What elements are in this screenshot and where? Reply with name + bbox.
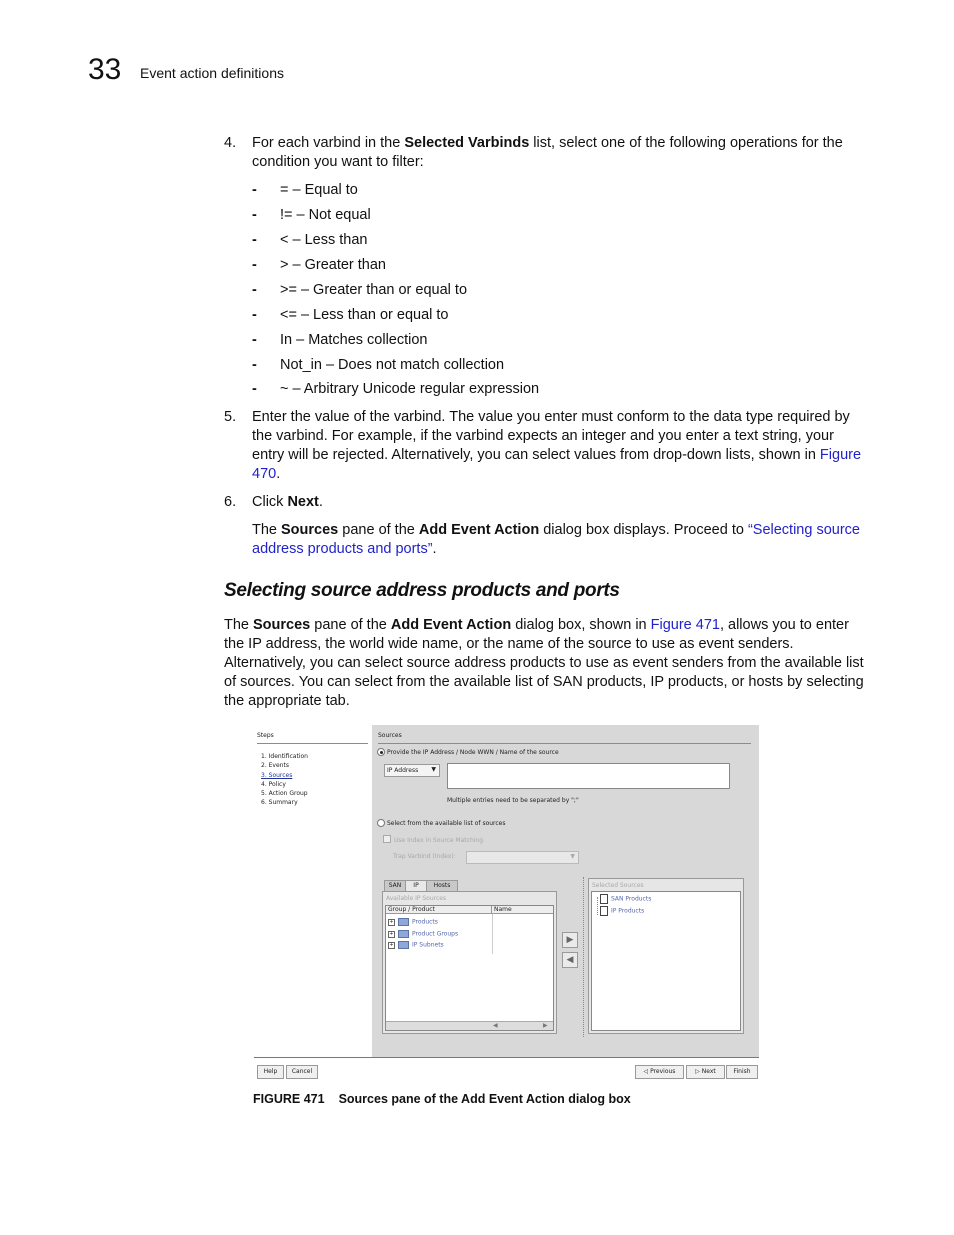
cancel-button[interactable]: Cancel bbox=[286, 1065, 318, 1079]
tree-row-san-products[interactable] bbox=[600, 894, 651, 904]
list-item-text: <= – Less than or equal to bbox=[280, 307, 449, 323]
step-text-part: Enter the value of the varbind. The value you enter must conform to the data type required by the varbind. For example, if the varbind expects an integer and you enter a text string, your entry will be rejected. Alternatively, you can select values from drop-down lists, shown in bbox=[252, 409, 850, 463]
section-paragraph bbox=[224, 616, 869, 711]
step-text bbox=[252, 134, 864, 172]
chevron-down-icon: ▼ bbox=[570, 853, 575, 860]
text-part: dialog box displays. Proceed to bbox=[539, 522, 748, 538]
step-text-part: Click bbox=[252, 494, 288, 510]
folder-icon bbox=[398, 918, 409, 926]
separator-note: Multiple entries need to be separated by ";" bbox=[447, 797, 579, 804]
available-sources-panel bbox=[382, 891, 557, 1034]
sources-term: Sources bbox=[281, 522, 339, 538]
chapter-title: Event action definitions bbox=[140, 65, 284, 81]
add-source-button[interactable] bbox=[562, 932, 578, 948]
previous-button[interactable] bbox=[635, 1065, 684, 1079]
step-text-part: For each varbind in the bbox=[252, 135, 405, 151]
document-icon bbox=[600, 906, 608, 916]
step-item[interactable]: 4. Policy bbox=[261, 780, 286, 788]
folder-icon bbox=[398, 941, 409, 949]
previous-label: Previous bbox=[650, 1068, 676, 1075]
section-link[interactable]: “Selecting source address products and ports” bbox=[252, 522, 860, 557]
text-part: The bbox=[252, 522, 282, 538]
bullet-dash: - bbox=[252, 381, 257, 397]
tab-ip[interactable]: IP bbox=[405, 880, 427, 892]
next-button[interactable] bbox=[686, 1065, 725, 1079]
list-item-text: < – Less than bbox=[280, 232, 368, 248]
steps-title: Steps bbox=[257, 732, 274, 739]
provide-source-label: Provide the IP Address / Node WWN / Name of the source bbox=[387, 749, 559, 756]
step-text bbox=[252, 408, 864, 484]
list-item-text: ~ – Arbitrary Unicode regular expression bbox=[280, 381, 540, 397]
next-label: Next bbox=[701, 1068, 716, 1075]
bullet-dash: - bbox=[252, 182, 257, 198]
figure-label: FIGURE 471 bbox=[253, 1092, 325, 1106]
tree-row-label: IP Products bbox=[611, 907, 645, 915]
arrow-left-icon: ◀ bbox=[566, 955, 574, 965]
divider bbox=[378, 743, 751, 744]
step-text-part: list, select one of the following operations for the condition you want to filter: bbox=[252, 135, 843, 170]
address-type-select[interactable] bbox=[384, 764, 440, 777]
list-item-text: = – Equal to bbox=[280, 182, 358, 198]
step-text bbox=[252, 493, 864, 512]
tree-row-product-groups[interactable] bbox=[388, 930, 458, 939]
column-divider bbox=[492, 914, 493, 954]
selected-sources-panel bbox=[588, 878, 744, 1034]
column-header-group[interactable]: Group / Product bbox=[386, 906, 492, 914]
document-icon bbox=[600, 894, 608, 904]
tree-line bbox=[597, 897, 599, 915]
figure-caption bbox=[253, 1092, 631, 1106]
step-5 bbox=[224, 408, 864, 484]
arrow-right-icon: ▶ bbox=[566, 935, 574, 945]
bullet-dash: - bbox=[252, 257, 257, 273]
selected-varbinds-term: Selected Varbinds bbox=[404, 135, 530, 151]
sources-pane bbox=[372, 725, 759, 1057]
splitter[interactable] bbox=[583, 877, 585, 1037]
source-address-input[interactable] bbox=[447, 763, 730, 789]
step-number: 4. bbox=[224, 135, 237, 151]
steps-pane bbox=[254, 725, 371, 1057]
bullet-dash: - bbox=[252, 307, 257, 323]
help-button[interactable]: Help bbox=[257, 1065, 284, 1079]
dialog-screenshot bbox=[254, 725, 759, 1085]
tab-san[interactable]: SAN bbox=[384, 880, 406, 892]
step-6-result bbox=[224, 521, 864, 559]
dialog-button-bar bbox=[254, 1057, 759, 1085]
list-item-text: != – Not equal bbox=[280, 207, 371, 223]
figure-caption-text: Sources pane of the Add Event Action dialog box bbox=[338, 1092, 631, 1106]
list-item-text: In – Matches collection bbox=[280, 332, 428, 348]
horizontal-scrollbar[interactable] bbox=[386, 1021, 553, 1030]
expand-icon[interactable]: + bbox=[389, 930, 394, 937]
text-part: pane of the bbox=[310, 617, 391, 633]
expand-icon[interactable]: + bbox=[389, 941, 394, 948]
step-6 bbox=[224, 493, 864, 512]
step-item[interactable]: 1. Identification bbox=[261, 753, 308, 760]
use-index-checkbox[interactable] bbox=[383, 835, 391, 843]
back-icon: ◁ bbox=[643, 1068, 651, 1075]
bullet-dash: - bbox=[252, 207, 257, 223]
steps-list bbox=[261, 752, 308, 808]
folder-icon bbox=[398, 930, 409, 938]
forward-icon: ▷ bbox=[695, 1068, 702, 1075]
sources-term: Sources bbox=[253, 617, 311, 633]
step-item[interactable]: 5. Action Group bbox=[261, 790, 308, 798]
tree-row-ip-products[interactable] bbox=[600, 906, 644, 916]
text-part: The bbox=[224, 617, 254, 633]
figure-471-link[interactable]: Figure 471 bbox=[650, 617, 720, 633]
column-header-name[interactable]: Name bbox=[492, 906, 553, 914]
trap-varbind-label: Trap Varbind (Index): bbox=[393, 853, 456, 860]
available-sources-tree[interactable] bbox=[385, 905, 554, 1031]
finish-button[interactable]: Finish bbox=[726, 1065, 758, 1079]
select-from-list-label: Select from the available list of sources bbox=[387, 820, 506, 827]
text-part: . bbox=[432, 541, 437, 557]
tree-row-label: Product Groups bbox=[412, 930, 459, 938]
tab-hosts[interactable]: Hosts bbox=[426, 880, 458, 892]
list-item-text: >= – Greater than or equal to bbox=[280, 282, 468, 298]
text-part: dialog box, shown in bbox=[511, 617, 651, 633]
chapter-number: 33 bbox=[88, 53, 122, 86]
expand-icon[interactable]: + bbox=[389, 918, 394, 925]
bullet-dash: - bbox=[252, 232, 257, 248]
scroll-right-icon[interactable]: ▶ bbox=[543, 1022, 548, 1029]
tree-row-ip-subnets[interactable] bbox=[388, 941, 444, 950]
add-event-action-term: Add Event Action bbox=[390, 617, 512, 633]
step-text-part: . bbox=[318, 494, 323, 510]
list-item-text: Not_in – Does not match collection bbox=[280, 357, 505, 373]
remove-source-button[interactable] bbox=[562, 952, 578, 968]
bullet-dash: - bbox=[252, 357, 257, 373]
step-number: 6. bbox=[224, 494, 237, 510]
select-from-list-radio[interactable] bbox=[377, 819, 385, 827]
tree-row-label: IP Subnets bbox=[412, 941, 444, 949]
tree-row-label: Products bbox=[412, 918, 438, 926]
list-item-text: > – Greater than bbox=[280, 257, 386, 273]
scroll-left-icon[interactable]: ◀ bbox=[493, 1022, 498, 1029]
sources-title: Sources bbox=[378, 732, 402, 739]
tree-row-label: SAN Products bbox=[611, 895, 652, 903]
selected-sources-title: Selected Sources bbox=[592, 882, 644, 889]
step-item-current[interactable]: 3. Sources bbox=[261, 771, 293, 779]
section-heading: Selecting source address products and ports bbox=[224, 580, 620, 601]
bullet-dash: - bbox=[252, 332, 257, 348]
bullet-dash: - bbox=[252, 282, 257, 298]
tree-row-products[interactable] bbox=[388, 918, 438, 927]
chevron-down-icon: ▼ bbox=[431, 766, 436, 773]
trap-varbind-select[interactable] bbox=[466, 851, 579, 864]
next-term: Next bbox=[287, 494, 319, 510]
step-item[interactable]: 6. Summary bbox=[261, 799, 298, 807]
step-result-text bbox=[252, 521, 864, 559]
text-part: , allows you to enter the IP address, the world wide name, or the name of the source to use as event senders. Alternatively, you can select source address products to use as event senders from the available list of sources. You can select from the available list of SAN products, IP products, or hosts by selecting the appropriate tab. bbox=[224, 617, 864, 709]
step-text-part: . bbox=[276, 466, 281, 482]
divider bbox=[257, 743, 368, 744]
selected-sources-tree[interactable] bbox=[591, 891, 741, 1031]
step-number: 5. bbox=[224, 409, 237, 425]
address-type-value: IP Address bbox=[387, 767, 419, 774]
available-sources-title: Available IP Sources bbox=[386, 895, 447, 902]
step-4 bbox=[224, 134, 864, 172]
step-item[interactable]: 2. Events bbox=[261, 762, 289, 770]
text-part: pane of the bbox=[338, 522, 419, 538]
figure-470-link[interactable]: Figure 470 bbox=[252, 447, 862, 482]
provide-source-radio[interactable] bbox=[377, 748, 385, 756]
use-index-label: Use Index in Source Matching bbox=[394, 837, 484, 844]
add-event-action-term: Add Event Action bbox=[418, 522, 540, 538]
